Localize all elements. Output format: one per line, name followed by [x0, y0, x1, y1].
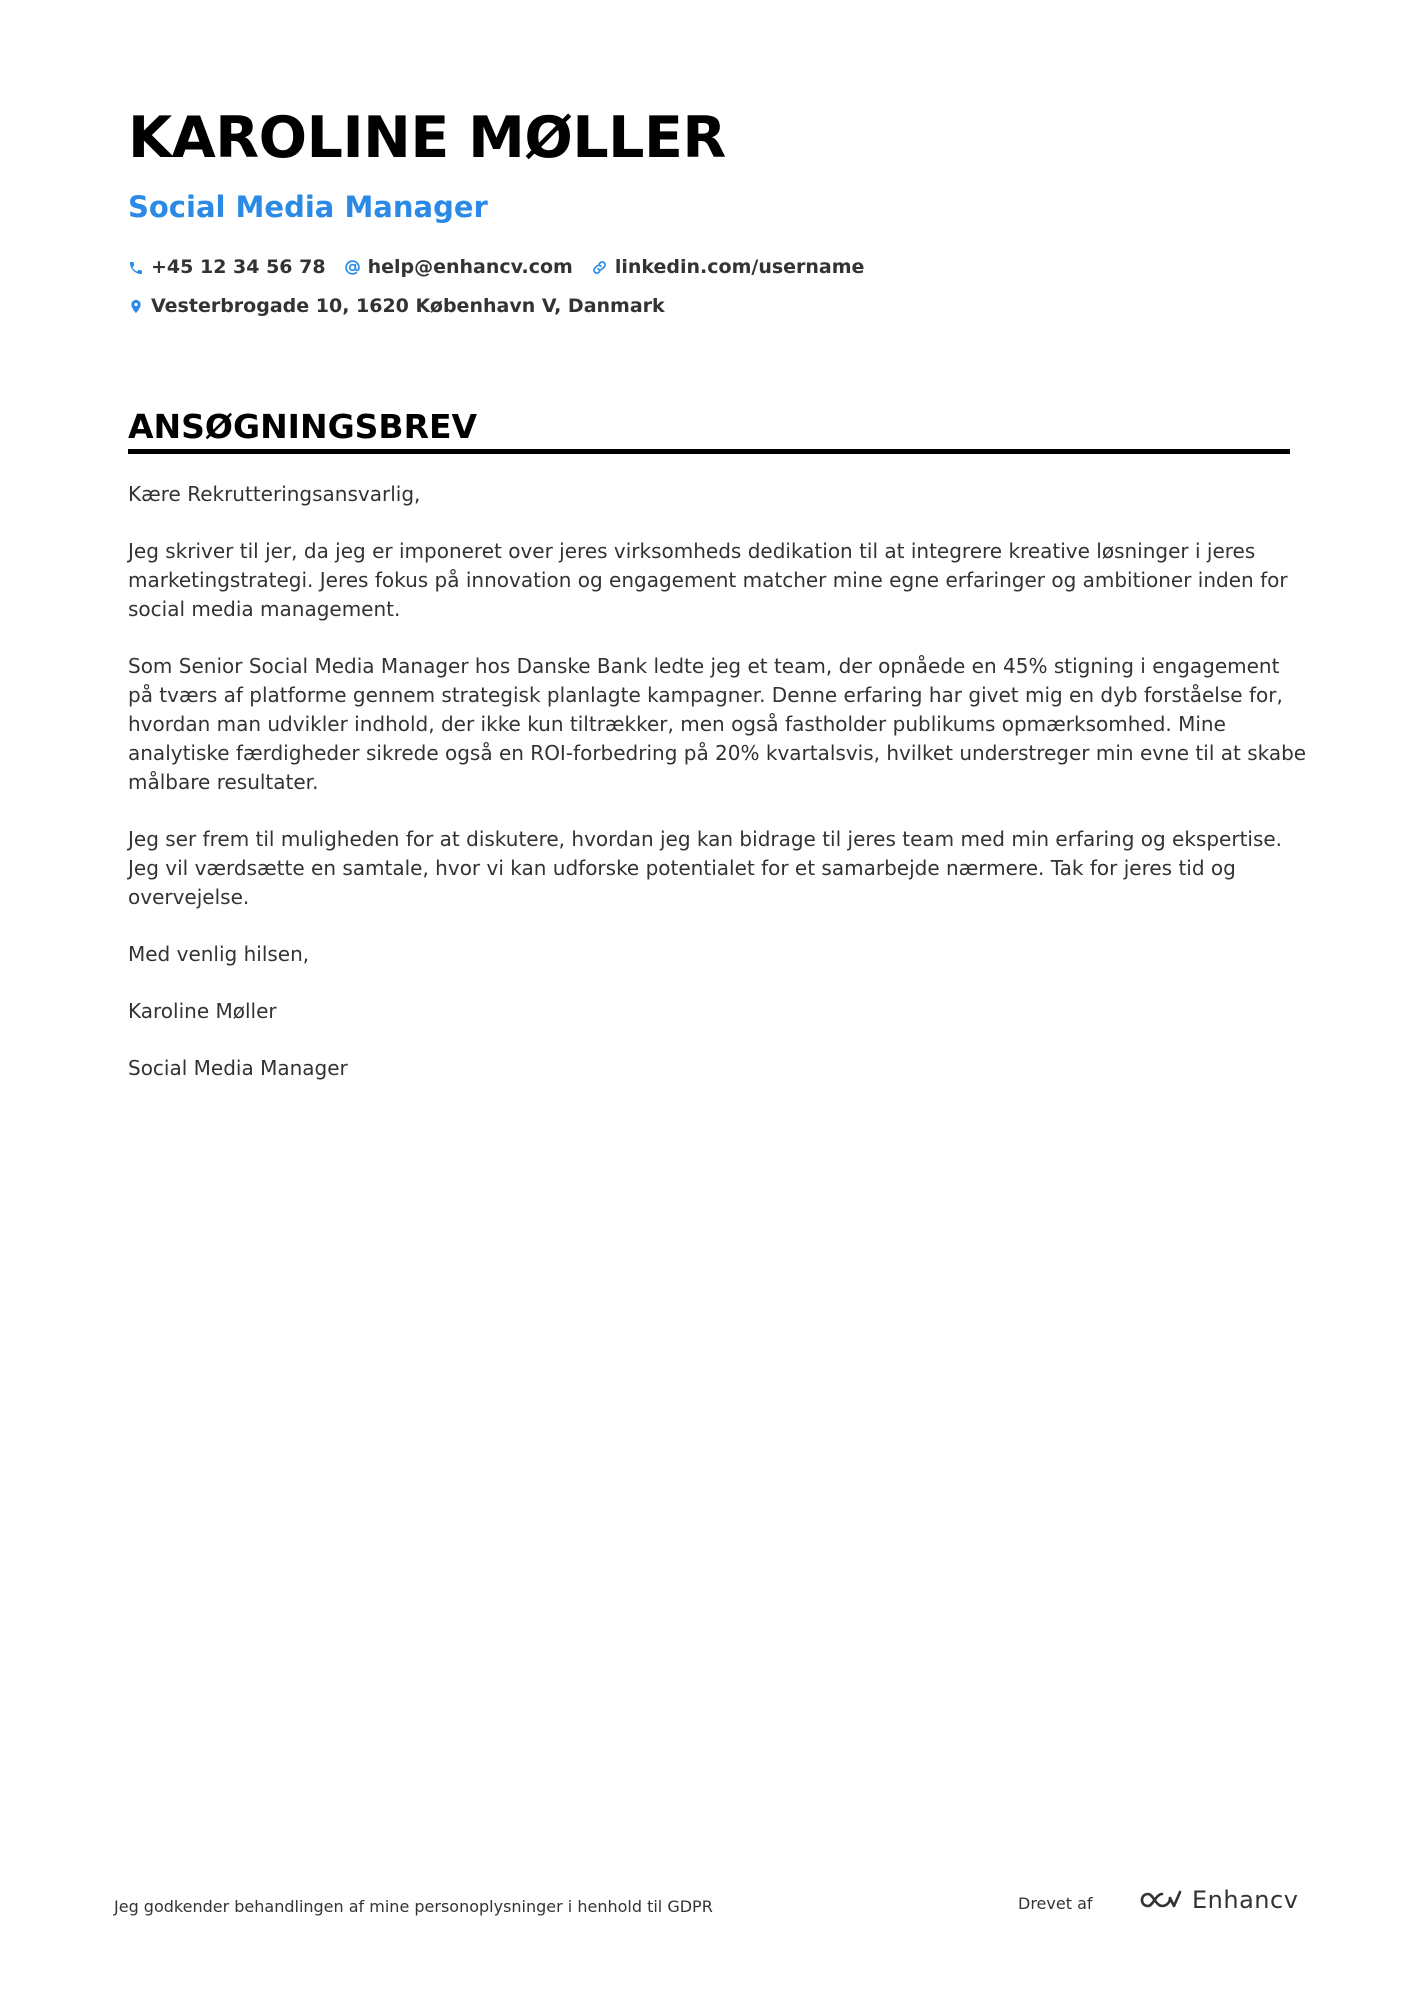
candidate-role: Social Media Manager: [128, 190, 488, 224]
powered-by-label: Drevet af: [1018, 1894, 1093, 1913]
address-text: Vesterbrogade 10, 1620 København V, Danmark: [151, 295, 665, 317]
letter-body: [128, 480, 1308, 1111]
contact-row-primary: [128, 258, 882, 277]
brand-name: Enhancv: [1192, 1886, 1299, 1914]
phone-text: +45 12 34 56 78: [151, 256, 326, 278]
contact-row-secondary: [128, 297, 683, 316]
letter-paragraph: Jeg ser frem til muligheden for at diskutere, hvordan jeg kan bidrage til jeres team med min erfaring og ekspertise. Jeg vil værdsætte en samtale, hvor vi kan udforske potentialet for et samarbejde nærmere. Tak for jeres tid og overvejelse.: [128, 827, 1283, 909]
brand-logo[interactable]: [1138, 1886, 1298, 1914]
letter-closing: Med venlig hilsen,: [128, 942, 310, 966]
section-title: ANSØGNINGSBREV: [128, 407, 478, 446]
contact-phone: [128, 258, 326, 277]
email-text: help@enhancv.com: [367, 256, 573, 278]
candidate-name: KAROLINE MØLLER: [128, 105, 726, 171]
letter-paragraph: Jeg skriver til jer, da jeg er imponeret over jeres virksomheds dedikation til at integrere kreative løsninger i jeres marketingstrategi. Jeres fokus på innovation og engagement matcher mine egne erfaringer og ambitioner inden for social media management.: [128, 539, 1288, 621]
location-pin-icon: [128, 298, 144, 315]
signature-title: Social Media Manager: [128, 1056, 348, 1080]
gdpr-consent: Jeg godkender behandlingen af mine personoplysninger i henhold til GDPR: [114, 1897, 713, 1916]
enhancv-logo-icon: [1138, 1888, 1184, 1912]
contact-address: [128, 297, 665, 316]
contact-linkedin: [591, 258, 865, 277]
linkedin-text: linkedin.com/username: [614, 256, 865, 278]
section-divider: [128, 449, 1290, 454]
signature-name: Karoline Møller: [128, 999, 277, 1023]
letter-greeting: Kære Rekrutteringsansvarlig,: [128, 482, 421, 506]
phone-icon: [128, 260, 144, 276]
letter-paragraph: Som Senior Social Media Manager hos Danske Bank ledte jeg et team, der opnåede en 45% stigning i engagement på tværs af platforme gennem strategisk planlagte kampagner. Denne erfaring har givet mig en dyb forståelse for, hvordan man udvikler indhold, der ikke kun tiltrækker, men også fastholder publikums opmærksomhed. Mine analytiske færdigheder sikrede også en ROI-forbedring på 20% kvartalsvis, hvilket understreger min evne til at skabe målbare resultater.: [128, 654, 1307, 794]
at-icon: [344, 259, 361, 276]
contact-email: [344, 258, 573, 277]
link-icon: [591, 259, 608, 276]
